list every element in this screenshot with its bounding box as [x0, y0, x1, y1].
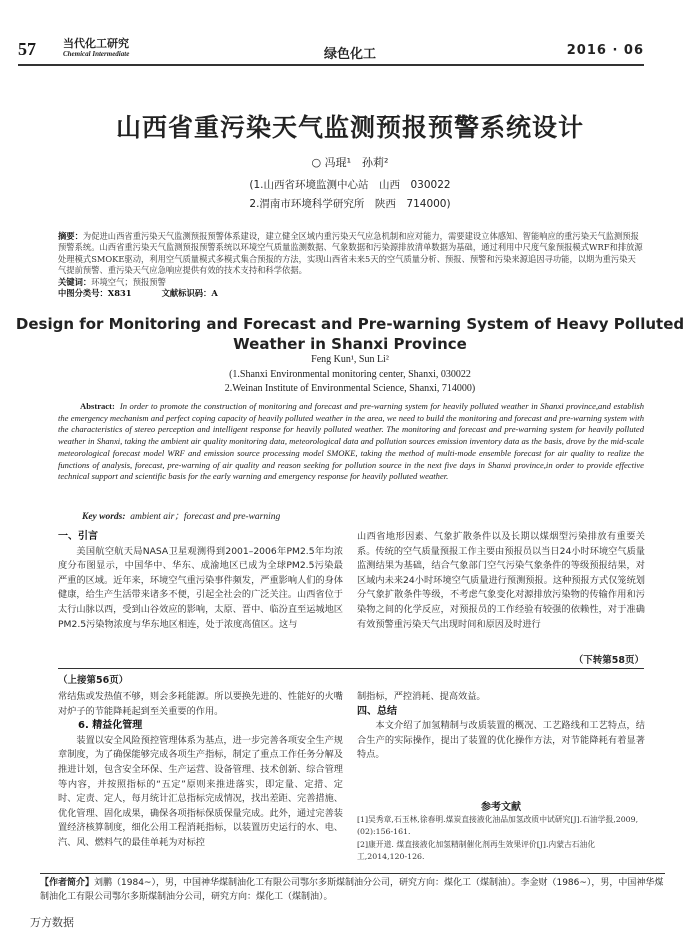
article-title-en: Design for Monitoring and Forecast and Pre-warning System of Heavy Polluted Weather in Shanxi Province: [15, 315, 685, 353]
article-title-cn: 山西省重污染天气监测预报预警系统设计: [115, 113, 584, 142]
intro-paragraph-right: 山西省地形因素、气象扩散条件以及长期以煤烟型污染排放有重要关系。传统的空气质量预报工作主要由预报员以当日24小时环境空气质量监测结果为基础，结合气象部门空气污染气象条件的等级预报结果，对区域内未来24小时环境空气质量进行预测预报。这种预报方式仅笼统划分气象扩散条件等级，不考虑气象变化对源排放污染物的传输作用和污染物之间的化学反应，对预报员的工作经验有较强的依赖性，对于准确有效预警重污染天气出现时间和原因及时进行: [357, 531, 645, 630]
affiliation-en-1: (1.Shanxi Environmental monitoring center, Shanxi, 030022: [229, 369, 471, 380]
references-list: [357, 814, 645, 864]
page-number: 57: [18, 39, 36, 59]
authors-en: Feng Kun¹, Sun Li²: [311, 354, 389, 365]
abstract-cn-block: [58, 231, 644, 299]
conclusion-heading: 四、总结: [357, 705, 397, 717]
watermark-text: 万方数据: [30, 916, 74, 929]
abstract-cn: 摘要：为促进山西省重污染天气监测预报预警体系建设，建立健全区域内重污染天气应急机制和应对能力，需要建设立体感知、智能响应的重污染天气监测预报预警系统。山西省重污染天气监测预报预警系统以环境空气质量监测数据、气象数据和污染源排放清单数据为基础，通过利用中尺度气象预报模式WRF和排放源处理模式SMOKE驱动，利用空气质量模式多模式集合预报的方法，实现山西省未来5天的空气质量分析、预报、预警和污染来源追因寻功能，以期为重污染天气提前预警、重污染天气应急响应提供有效的技术支持和科学依据。: [58, 231, 643, 276]
affiliation-cn-2: 2.渭南市环境科学研究所 陕西 714000): [249, 198, 451, 210]
lower-left-paragraph-1: 常结焦或发热值不够，则会多耗能源。所以要换先进的、性能好的火嘴对炉子的节能降耗起到至关重要的作用。: [58, 691, 343, 717]
keywords-en: Key words: ambient air；forecast and pre-warning: [82, 512, 281, 522]
affiliation-cn-1: (1.山西省环境监测中心站 山西 030022: [249, 179, 451, 191]
lower-left-paragraph-2: 装置以安全风险预控管理体系为基点，进一步完善各项安全生产规章制度，为了确保能够完成各项生产指标，制定了重点工作任务分解及推进计划，包含安全环保、生产运营、设备管理、技术创新、综合管理等内容，并按照指标的“五定”原则来推进落实，即定量、定措、定时、定责、定人，每月统计汇总指标完成情况，找出差距、完善措施、优化管理、固化成果，确保各项指标保质保量完成。此外，通过完善装置经济核算制度，细化公用工程消耗指标，以装置历史运行的水、电、汽、风、燃料气的最佳单耗为对标控: [58, 734, 343, 848]
lower-right-column: [357, 690, 645, 763]
keywords-cn: 关键词：环境空气；预报预警: [58, 276, 166, 287]
header-divider: [18, 64, 644, 66]
lower-right-paragraph-1: 制指标，严控消耗、提高效益。: [357, 691, 486, 702]
intro-paragraph-left: 美国航空航天局NASA卫星观测得到2001–2006年PM2.5年均浓度分布图显示，中国华中、华东、成渝地区已成为全球PM2.5污染最严重的区域。近年来，环境空气重污染事件频发，严重影响人们的身体健康，给生产生活带来诸多不便，引起全社会的广泛关注。山西省位于太行山脉以西，受到山谷效应的影响，太原、晋中、临汾直至运城地区PM2.5污染物浓度与华东地区相连，处于浓度高值区。这与: [58, 545, 343, 630]
intro-left-column: [58, 530, 343, 632]
lower-left-column: [58, 690, 343, 851]
references-title: 参考文献: [481, 802, 521, 813]
intro-right-column: [357, 530, 645, 632]
continued-to-note: （下转第58页）: [573, 655, 644, 666]
intro-heading: 一、引言: [58, 531, 98, 542]
lower-right-paragraph-2: 本文介绍了加氢精制与改质装置的概况、工艺路线和工艺特点，结合生产的实际操作，提出了装置的优化操作方法，对节能降耗有着显著特点。: [357, 720, 645, 761]
section-divider: [58, 668, 644, 669]
continued-from-note: （上接第56页）: [58, 675, 129, 686]
reference-item: [2]康开道. 煤直接液化加氢精制催化剂再生效果评价[J].内蒙古石油化工,2014,120-126.: [357, 839, 596, 862]
journal-logo: [63, 38, 129, 59]
lean-management-heading: 6. 精益化管理: [78, 720, 143, 732]
journal-name-en: Chemical Intermediate: [63, 50, 130, 58]
classification: 中图分类号：X831 文献标识码：A: [58, 288, 218, 299]
author-info-divider: [40, 873, 665, 874]
affiliation-en-2: 2.Weinan Institute of Environmental Science, Shanxi, 714000): [224, 383, 476, 394]
reference-item: [1]吴秀章,石玉林,徐春明.煤炭直接液化油品加氢改质中试研究[J].石油学报,2009,(02):156-161.: [357, 815, 639, 837]
abstract-en: Abstract: In order to promote the construction of monitoring and forecast and pre-warning system for heavily polluted weather in Shanxi province,and establish the emergency mechanism and perfect coping capacity of heavily polluted weather in the area, we need to build the monitoring and forecast and pre-warning system with the characteristics of stereo perception and intelligent response for heavily polluted weather. The monitoring and forecast and pre-warning system for heavily polluted weather in Shanxi, taking the ambient air quality monitoring data, meteorological data and pollution sources emission inventory data as the basis, drove by the mid-scale meteorological forecast model WRF and emission source processing model SMOKE, taking the method of multi-mode ensemble forecast for air quality to realize the functions of analysis, forecast, pre-warning of air quality and reason seeking for pollution source in the next five days in Shanxi province,in order to provide effective technical support and scientific basis for the early warning and emergency response for heavily polluted weather.: [58, 401, 645, 482]
author-info: 【作者简介】刘鹏（1984~），男，中国神华煤制油化工有限公司鄂尔多斯煤制油分公司，研究方向：煤化工（煤制油）。李金财（1986~），男，中国神华煤制油化工有限公司鄂尔多斯煤制油分公司，研究方向：煤化工（煤制油）。: [40, 878, 664, 902]
section-name: 绿色化工: [323, 47, 376, 62]
issue-number: 2016 · 06: [566, 43, 644, 58]
journal-name-cn: 当代化工研究: [63, 37, 129, 50]
authors-cn: ○ 冯琨¹ 孙莉²: [311, 156, 389, 169]
